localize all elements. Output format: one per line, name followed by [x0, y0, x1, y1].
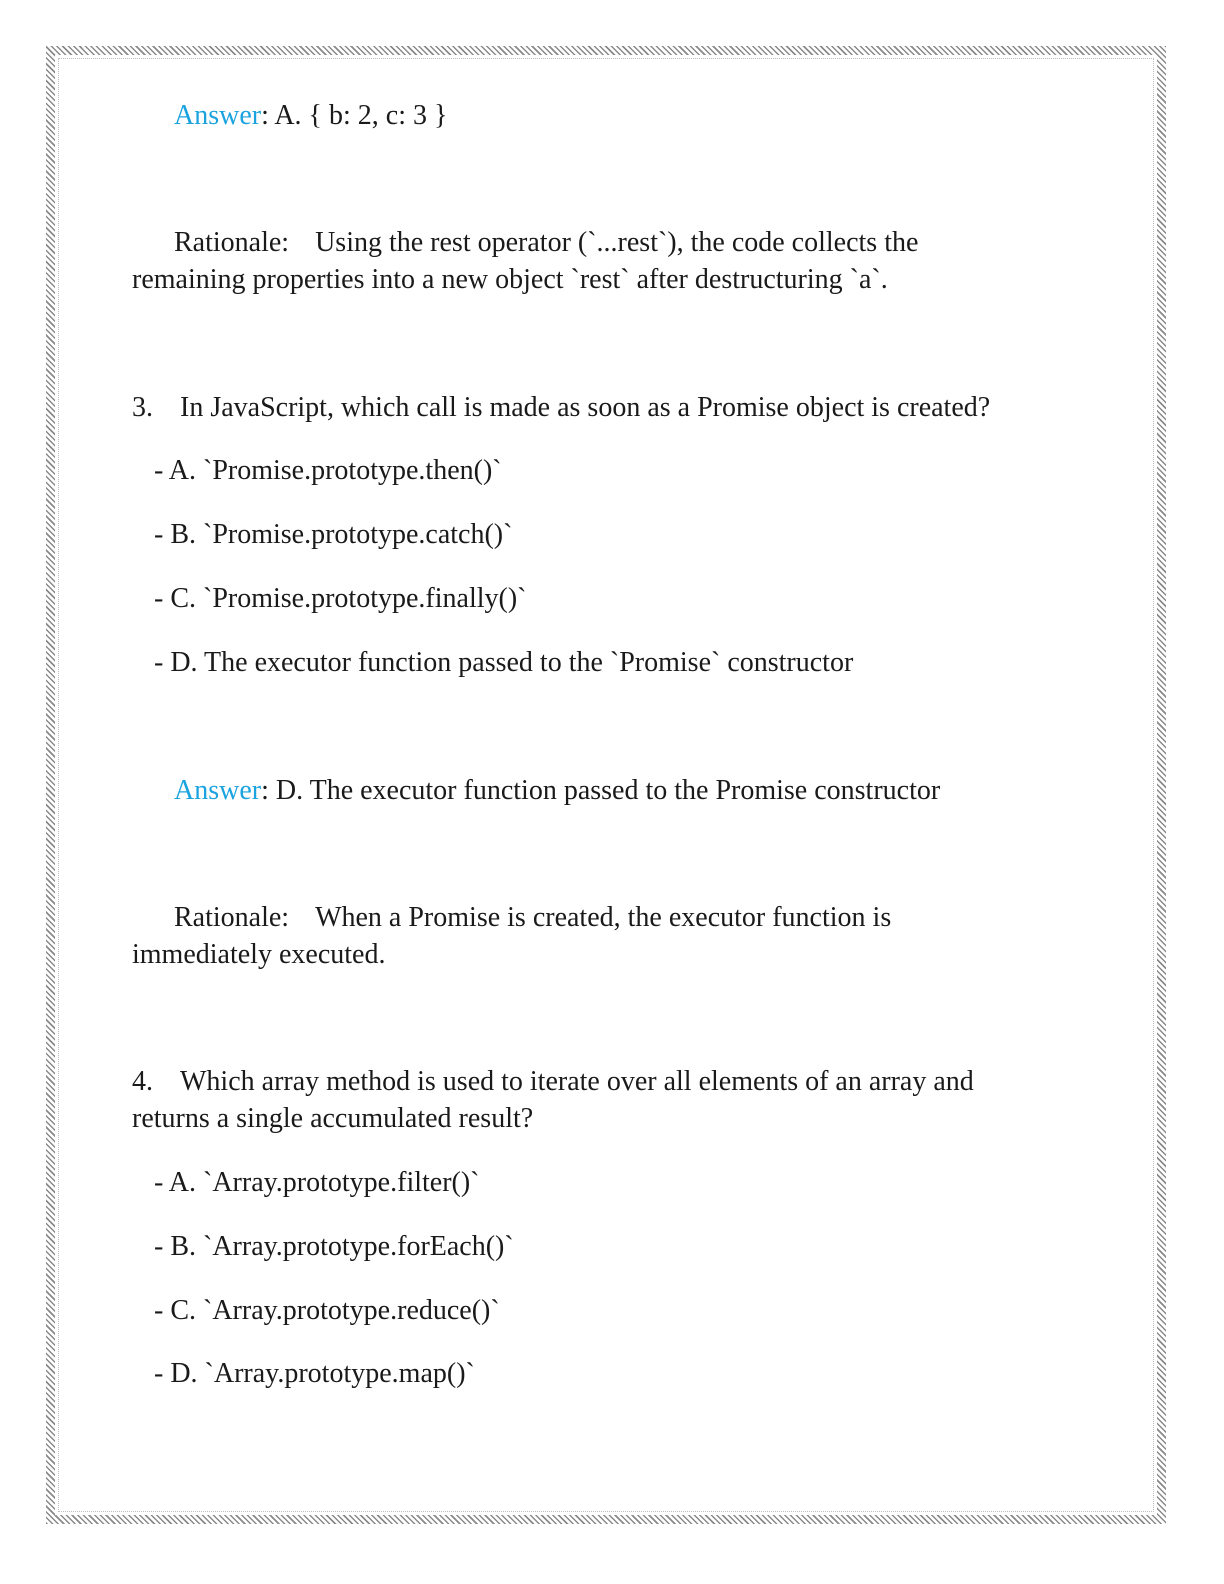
- q4-option-b: - B. `Array.prototype.forEach()`: [154, 1231, 514, 1262]
- q2-rationale-line1: [132, 224, 1092, 261]
- q2-rationale-text1: Using the rest operator (`...rest`), the code collects the: [315, 227, 919, 258]
- q4-question-line2: returns a single accumulated result?: [132, 1103, 534, 1134]
- q4-option-d: - D. `Array.prototype.map()`: [154, 1358, 475, 1389]
- q4-option-c: - C. `Array.prototype.reduce()`: [154, 1295, 500, 1326]
- q2-rationale-line2: remaining properties into a new object `rest` after destructuring `a`.: [132, 264, 888, 295]
- q2-rationale-label: Rationale:: [174, 227, 290, 258]
- q3-question: [132, 389, 1092, 426]
- q3-option-d: - D. The executor function passed to the `Promise` constructor: [154, 647, 854, 678]
- q3-option-c: - C. `Promise.prototype.finally()`: [154, 583, 527, 614]
- q3-option-b: - B. `Promise.prototype.catch()`: [154, 519, 513, 550]
- q4-question-line1: [132, 1063, 1092, 1100]
- answer-label: Answer: [174, 100, 262, 131]
- q4-option-a: - A. `Array.prototype.filter()`: [154, 1167, 480, 1198]
- q3-text: In JavaScript, which call is made as soon as a Promise object is created?: [180, 392, 991, 423]
- q3-number: 3.: [132, 392, 153, 423]
- q2-answer: [132, 97, 1092, 134]
- q3-answer: [132, 772, 1092, 809]
- q3-option-a: - A. `Promise.prototype.then()`: [154, 455, 502, 486]
- q4-text1: Which array method is used to iterate over all elements of an array and: [180, 1066, 974, 1097]
- q4-number: 4.: [132, 1066, 153, 1097]
- answer-label: Answer: [174, 775, 262, 806]
- q3-rationale-line2: immediately executed.: [132, 939, 386, 970]
- q2-answer-text: : A. { b: 2, c: 3 }: [261, 100, 448, 131]
- q3-rationale-text1: When a Promise is created, the executor function is: [315, 902, 892, 933]
- q3-answer-text: : D. The executor function passed to the Promise constructor: [261, 775, 941, 806]
- q3-rationale-line1: [132, 899, 1092, 936]
- q3-rationale-label: Rationale:: [174, 902, 290, 933]
